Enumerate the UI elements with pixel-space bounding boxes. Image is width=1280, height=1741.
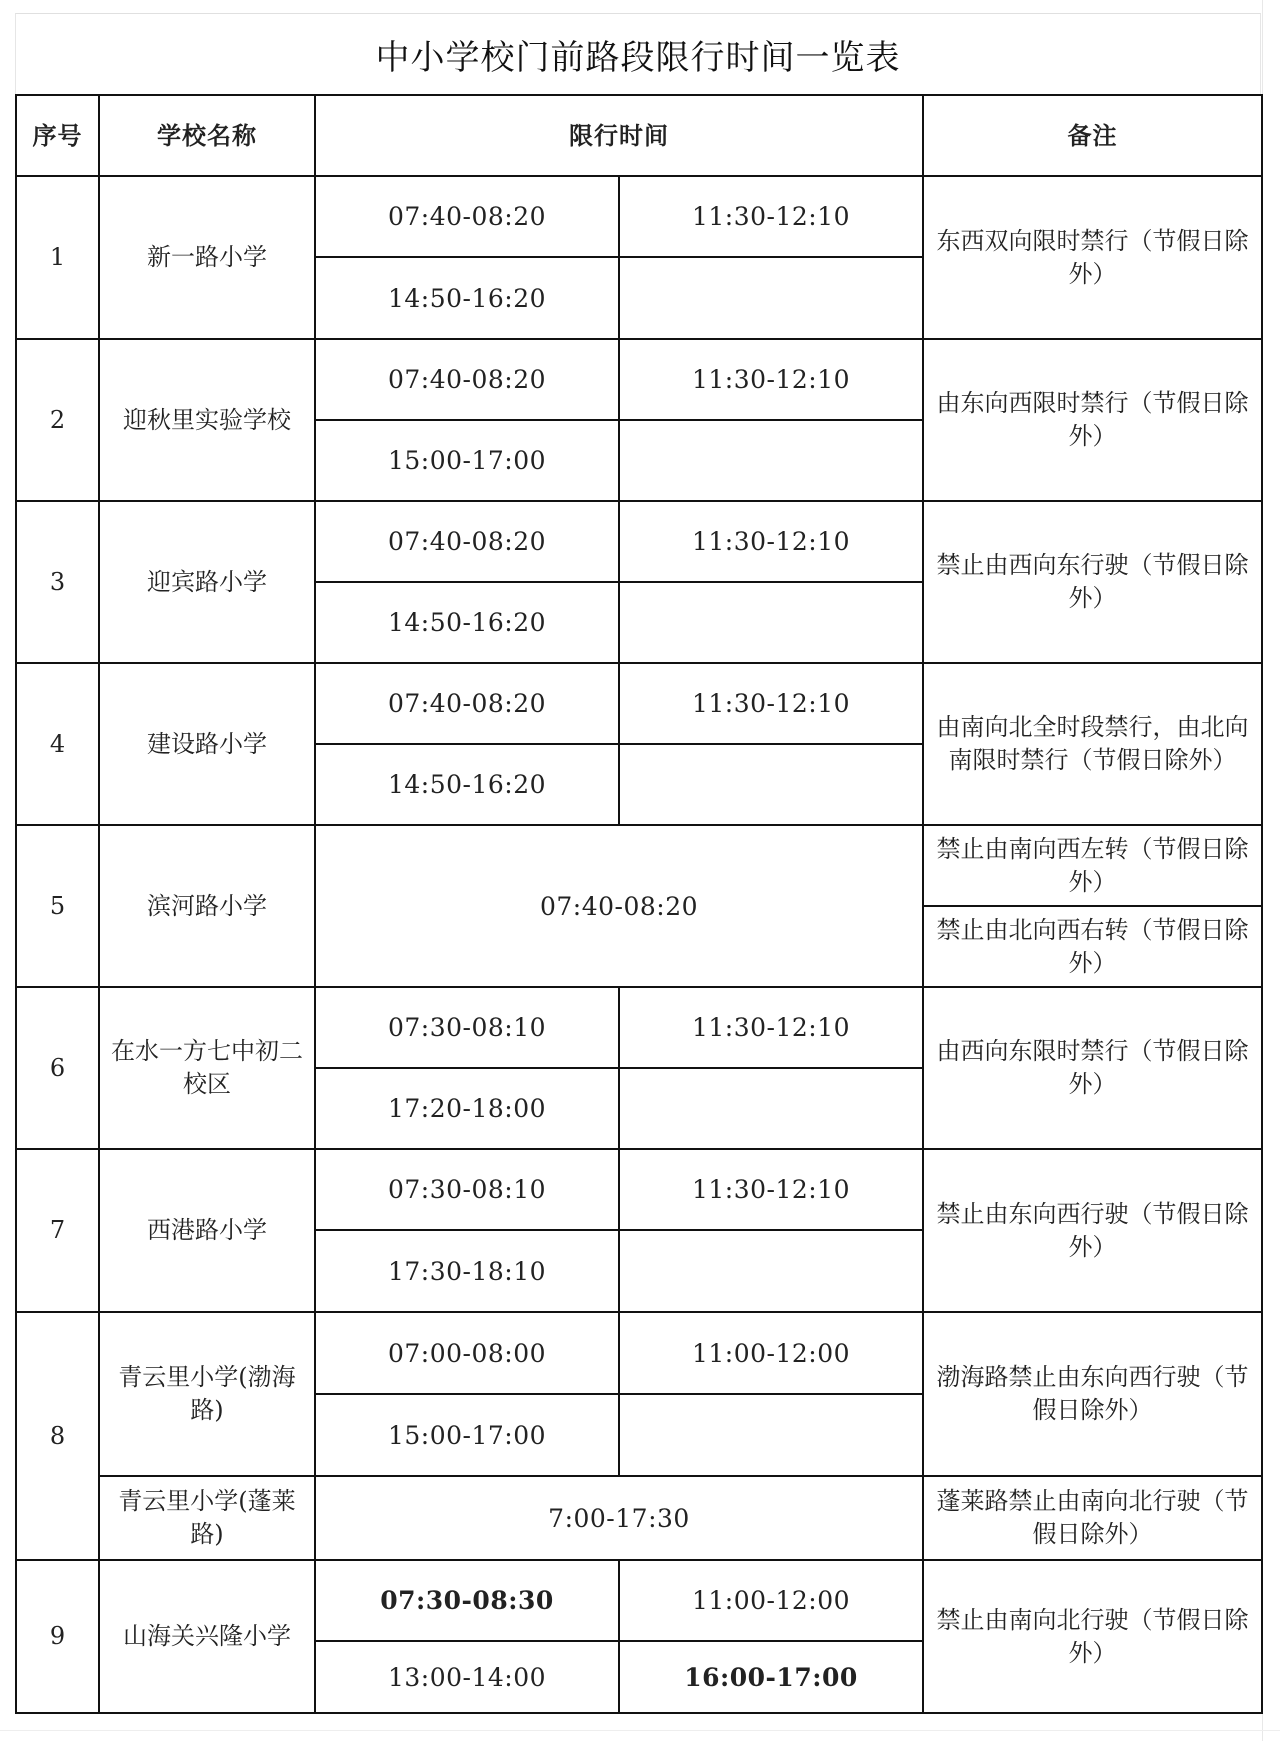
empty-cell	[619, 582, 923, 663]
table-row	[16, 1312, 1262, 1394]
remark-cell: 由东向西限时禁行（节假日除外）	[923, 339, 1262, 501]
table-row	[16, 1560, 1262, 1641]
title-band	[15, 13, 1261, 94]
time-cell: 11:30-12:10	[619, 176, 923, 257]
school-name-cell: 建设路小学	[99, 663, 315, 825]
empty-cell	[619, 1068, 923, 1149]
table-row	[16, 987, 1262, 1068]
time-cell: 15:00-17:00	[315, 420, 619, 501]
seq-cell: 6	[16, 987, 99, 1149]
time-cell: 07:40-08:20	[315, 663, 619, 744]
time-cell: 07:40-08:20	[315, 176, 619, 257]
time-cell: 17:20-18:00	[315, 1068, 619, 1149]
time-cell: 14:50-16:20	[315, 744, 619, 825]
header-remark: 备注	[923, 95, 1262, 176]
time-cell: 11:30-12:10	[619, 663, 923, 744]
header-seq: 序号	[16, 95, 99, 176]
time-cell: 07:30-08:30	[315, 1560, 619, 1641]
remark-cell: 禁止由南向北行驶（节假日除外）	[923, 1560, 1262, 1713]
seq-cell: 8	[16, 1312, 99, 1560]
school-name-cell: 迎秋里实验学校	[99, 339, 315, 501]
time-cell: 11:00-12:00	[619, 1312, 923, 1394]
empty-cell	[619, 744, 923, 825]
seq-cell: 7	[16, 1149, 99, 1312]
remark-cell: 禁止由南向西左转（节假日除外）	[923, 825, 1262, 906]
remark-cell: 东西双向限时禁行（节假日除外）	[923, 176, 1262, 339]
restriction-table	[15, 94, 1263, 1714]
school-name-cell: 在水一方七中初二校区	[99, 987, 315, 1149]
remark-cell: 由西向东限时禁行（节假日除外）	[923, 987, 1262, 1149]
table-row	[16, 176, 1262, 257]
time-cell: 17:30-18:10	[315, 1230, 619, 1312]
seq-cell: 4	[16, 663, 99, 825]
time-cell: 13:00-14:00	[315, 1641, 619, 1713]
school-name-cell: 青云里小学(渤海路)	[99, 1312, 315, 1476]
page-title: 中小学校门前路段限行时间一览表	[375, 37, 901, 78]
seq-cell: 1	[16, 176, 99, 339]
header-time: 限行时间	[315, 95, 923, 176]
time-cell: 07:30-08:10	[315, 1149, 619, 1230]
time-cell: 14:50-16:20	[315, 257, 619, 339]
table-row	[16, 501, 1262, 582]
empty-cell	[619, 1394, 923, 1476]
seq-cell: 2	[16, 339, 99, 501]
time-cell: 11:30-12:10	[619, 501, 923, 582]
school-name-cell: 西港路小学	[99, 1149, 315, 1312]
empty-cell	[619, 257, 923, 339]
table-row	[16, 663, 1262, 744]
remark-cell: 蓬莱路禁止由南向北行驶（节假日除外）	[923, 1476, 1262, 1560]
remark-cell: 由南向北全时段禁行，由北向南限时禁行（节假日除外）	[923, 663, 1262, 825]
time-cell: 11:30-12:10	[619, 1149, 923, 1230]
table-row	[16, 825, 1262, 906]
time-cell: 07:40-08:20	[315, 501, 619, 582]
time-cell: 16:00-17:00	[619, 1641, 923, 1713]
time-cell: 07:40-08:20	[315, 825, 923, 987]
remark-cell: 渤海路禁止由东向西行驶（节假日除外）	[923, 1312, 1262, 1476]
time-cell: 14:50-16:20	[315, 582, 619, 663]
remark-cell: 禁止由西向东行驶（节假日除外）	[923, 501, 1262, 663]
header-row	[16, 95, 1262, 176]
school-name-cell: 山海关兴隆小学	[99, 1560, 315, 1713]
time-cell: 11:30-12:10	[619, 339, 923, 420]
seq-cell: 9	[16, 1560, 99, 1713]
seq-cell: 5	[16, 825, 99, 987]
school-name-cell: 迎宾路小学	[99, 501, 315, 663]
sheet-gridline	[0, 1730, 1280, 1731]
table-row	[16, 1149, 1262, 1230]
remark-cell: 禁止由东向西行驶（节假日除外）	[923, 1149, 1262, 1312]
time-cell: 07:00-08:00	[315, 1312, 619, 1394]
remark-cell: 禁止由北向西右转（节假日除外）	[923, 906, 1262, 987]
header-name: 学校名称	[99, 95, 315, 176]
seq-cell: 3	[16, 501, 99, 663]
time-cell: 07:30-08:10	[315, 987, 619, 1068]
time-cell: 7:00-17:30	[315, 1476, 923, 1560]
empty-cell	[619, 420, 923, 501]
time-cell: 07:40-08:20	[315, 339, 619, 420]
school-name-cell: 滨河路小学	[99, 825, 315, 987]
school-name-cell: 新一路小学	[99, 176, 315, 339]
time-cell: 11:00-12:00	[619, 1560, 923, 1641]
table-subrow	[16, 1476, 1262, 1560]
time-cell: 11:30-12:10	[619, 987, 923, 1068]
table-row	[16, 339, 1262, 420]
empty-cell	[619, 1230, 923, 1312]
time-cell: 15:00-17:00	[315, 1394, 619, 1476]
school-name-cell: 青云里小学(蓬莱路)	[99, 1476, 315, 1560]
